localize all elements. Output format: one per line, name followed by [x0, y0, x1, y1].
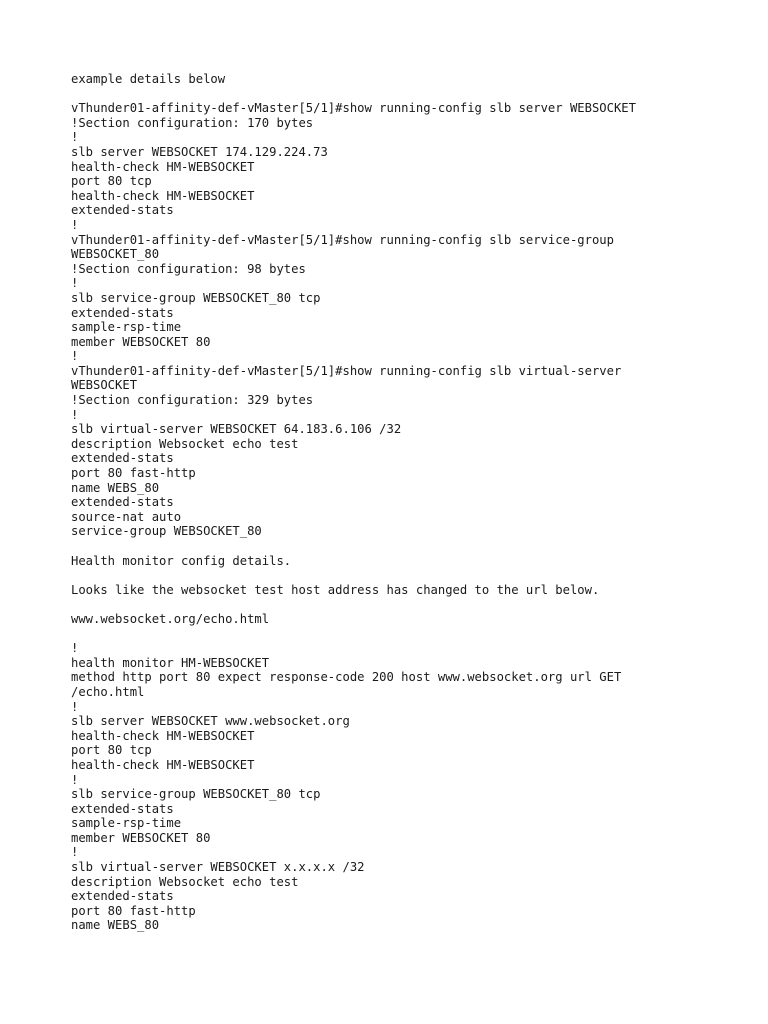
document-line: Health monitor config details.: [71, 553, 292, 568]
document-line: WEBSOCKET_80: [71, 247, 160, 262]
document-line: slb server WEBSOCKET 174.129.224.73: [71, 144, 328, 159]
document-line: vThunder01-affinity-def-vMaster[5/1]#show running-config slb virtual-server: [71, 363, 622, 378]
document-line: /echo.html: [71, 684, 145, 699]
document-line: name WEBS_80: [71, 918, 160, 933]
document-line: slb server WEBSOCKET www.websocket.org: [71, 714, 350, 729]
document-line: vThunder01-affinity-def-vMaster[5/1]#show running-config slb server WEBSOCKET: [71, 101, 636, 116]
document-line: www.websocket.org/echo.html: [71, 611, 270, 626]
document-line: extended-stats: [71, 203, 174, 218]
document-line: !Section configuration: 170 bytes: [71, 115, 314, 130]
document-line: method http port 80 expect response-code 200 host www.websocket.org url GET: [71, 670, 622, 685]
document-line: member WEBSOCKET 80: [71, 334, 211, 349]
document-line: source-nat auto: [71, 509, 182, 524]
document-line: !Section configuration: 98 bytes: [71, 261, 306, 276]
document-line: WEBSOCKET: [71, 378, 138, 393]
document-line: name WEBS_80: [71, 480, 160, 495]
document-line: health-check HM-WEBSOCKET: [71, 728, 255, 743]
document-line: health-check HM-WEBSOCKET: [71, 757, 255, 772]
document-line: [71, 568, 751, 583]
document-line: slb virtual-server WEBSOCKET 64.183.6.106 /32: [71, 422, 402, 437]
document-line: !: [71, 130, 79, 145]
document-line: !: [71, 407, 79, 422]
document-line: description Websocket echo test: [71, 436, 299, 451]
document-line: health-check HM-WEBSOCKET: [71, 159, 255, 174]
document-line: !: [71, 217, 79, 232]
document-line: port 80 tcp: [71, 743, 152, 758]
document-line: slb virtual-server WEBSOCKET x.x.x.x /32: [71, 860, 365, 875]
document-line: health monitor HM-WEBSOCKET: [71, 655, 270, 670]
document-line: [71, 539, 751, 554]
document-line: !: [71, 699, 79, 714]
document-line: extended-stats: [71, 305, 174, 320]
document-line: !: [71, 845, 79, 860]
document-line: slb service-group WEBSOCKET_80 tcp: [71, 290, 321, 305]
document-line: slb service-group WEBSOCKET_80 tcp: [71, 787, 321, 802]
document-line: sample-rsp-time: [71, 320, 182, 335]
document-line: [71, 627, 751, 642]
document-line: vThunder01-affinity-def-vMaster[5/1]#show running-config slb service-group: [71, 232, 614, 247]
document-line: port 80 fast-http: [71, 466, 196, 481]
document-line: port 80 tcp: [71, 174, 152, 189]
document-line: extended-stats: [71, 889, 174, 904]
document-line: !: [71, 772, 79, 787]
document-line: sample-rsp-time: [71, 816, 182, 831]
document-line: example details below: [71, 72, 226, 86]
document-line: [71, 597, 751, 612]
document-page: [71, 72, 751, 933]
document-line: port 80 fast-http: [71, 903, 196, 918]
document-line: extended-stats: [71, 451, 174, 466]
document-line: service-group WEBSOCKET_80: [71, 524, 262, 539]
document-line: !Section configuration: 329 bytes: [71, 393, 314, 408]
document-line: [71, 87, 751, 102]
document-line: Looks like the websocket test host address has changed to the url below.: [71, 582, 600, 597]
document-line: !: [71, 276, 79, 291]
document-line: extended-stats: [71, 801, 174, 816]
document-line: !: [71, 349, 79, 364]
document-line: description Websocket echo test: [71, 874, 299, 889]
document-line: !: [71, 641, 79, 656]
document-line: member WEBSOCKET 80: [71, 830, 211, 845]
document-line: extended-stats: [71, 495, 174, 510]
document-line: health-check HM-WEBSOCKET: [71, 188, 255, 203]
